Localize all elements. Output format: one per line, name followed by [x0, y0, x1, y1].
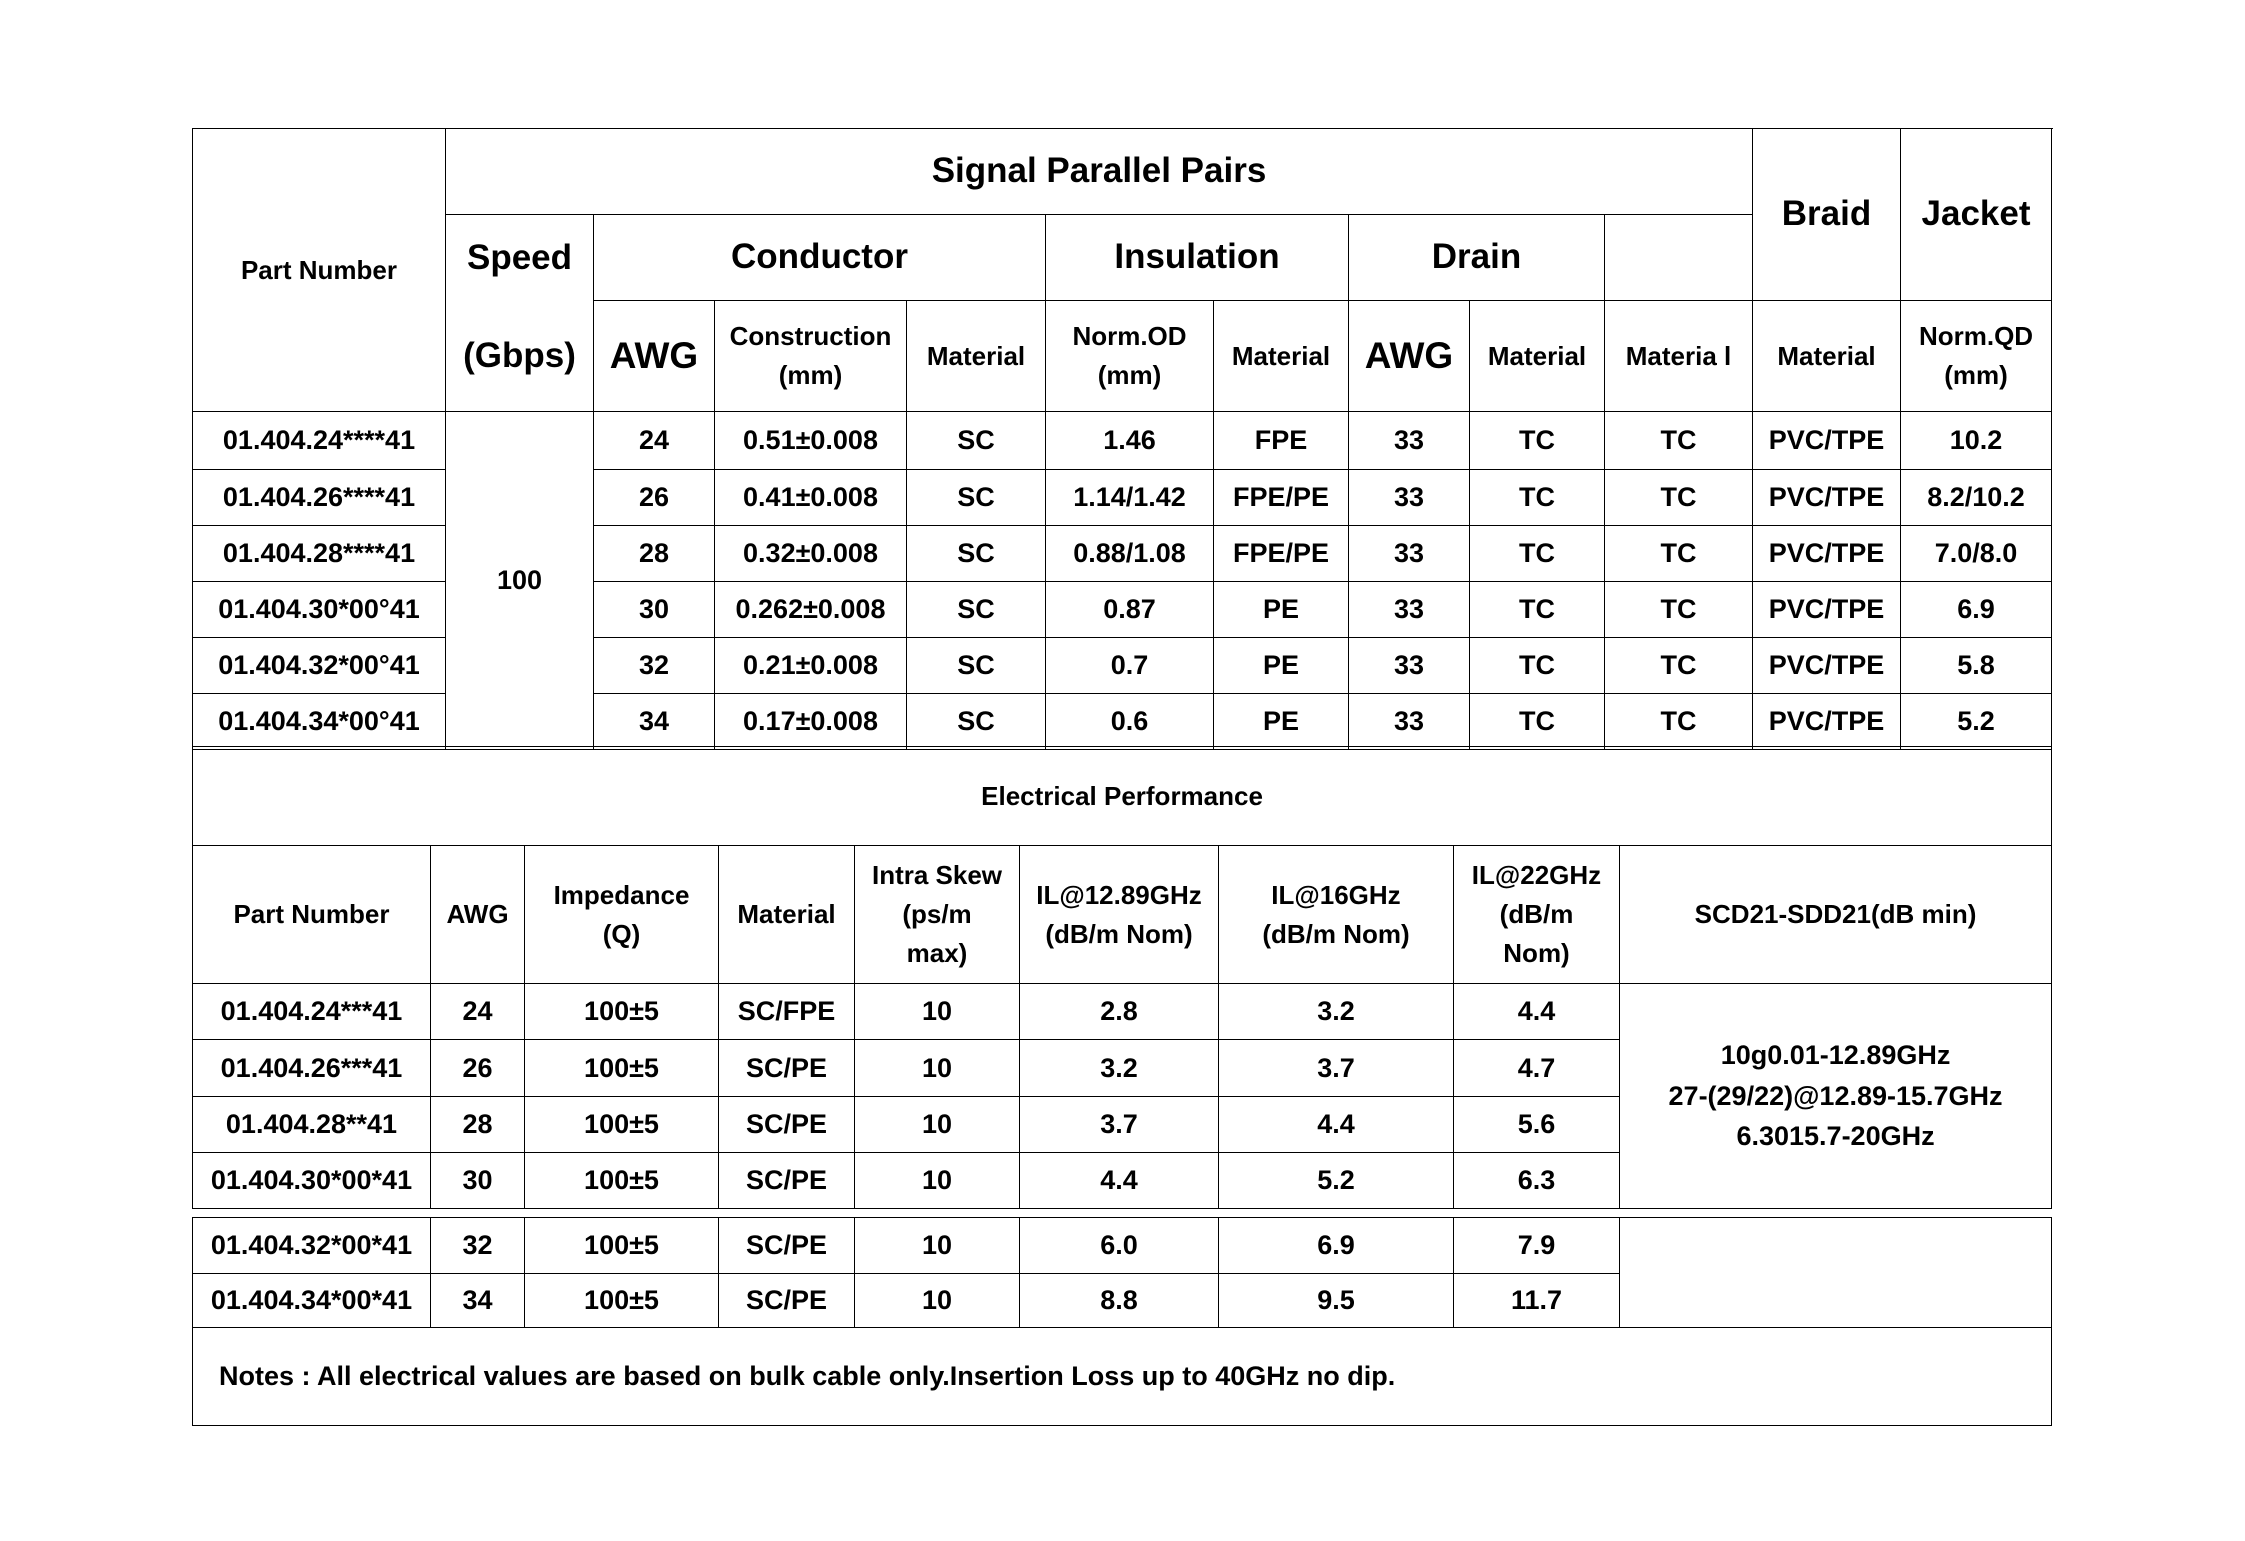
- cell-conductor-material: SC: [907, 412, 1046, 470]
- cell-jacket-material: PVC/TPE: [1753, 470, 1901, 526]
- cell-norm-od: 0.88/1.08: [1046, 526, 1214, 582]
- subheader-norm-qd-label: Norm.QD: [1918, 321, 2034, 352]
- subheader-jacket-material: Material: [1753, 301, 1901, 412]
- cell-norm-qd: 8.2/10.2: [1901, 470, 2052, 526]
- cell-intra-skew: 10: [855, 1153, 1020, 1209]
- header-part-number: Part Number: [193, 129, 446, 412]
- cell-il-22ghz: 11.7: [1454, 1274, 1620, 1328]
- header-awg: AWG: [431, 846, 525, 984]
- cell-braid-material: TC: [1605, 412, 1753, 470]
- cell-il-12-89ghz: 2.8: [1020, 984, 1219, 1040]
- cell-norm-qd: 6.9: [1901, 582, 2052, 638]
- subheader-drain-material: Material: [1470, 301, 1605, 412]
- cell-awg: 34: [594, 694, 715, 750]
- cell-norm-od: 0.87: [1046, 582, 1214, 638]
- cell-drain-awg: 33: [1349, 412, 1470, 470]
- cell-drain-material: TC: [1470, 582, 1605, 638]
- cell-drain-awg: 33: [1349, 526, 1470, 582]
- cell-norm-od: 0.7: [1046, 638, 1214, 694]
- subheader-drain-awg: AWG: [1349, 301, 1470, 412]
- scd-line: 6.3015.7-20GHz: [1736, 1121, 1935, 1152]
- header-il-16ghz-label: IL@16GHz: [1271, 879, 1401, 910]
- header-speed: [446, 215, 594, 412]
- cell-insulation-material: FPE/PE: [1214, 526, 1349, 582]
- cell-impedance: 100±5: [525, 1274, 719, 1328]
- cell-il-16ghz: 4.4: [1219, 1097, 1454, 1153]
- cell-intra-skew: 10: [855, 1040, 1020, 1097]
- header-il-12-89ghz: [1020, 846, 1219, 984]
- header-il-22ghz-label: IL@22GHz: [1471, 860, 1602, 890]
- cell-material: SC/PE: [719, 1040, 855, 1097]
- cell-insulation-material: PE: [1214, 694, 1349, 750]
- subheader-norm-qd: [1901, 301, 2052, 412]
- table-row: [193, 1218, 2052, 1274]
- electrical-performance-table-continued: [192, 1217, 2052, 1426]
- cell-part-number: 01.404.34*00°41: [193, 694, 446, 750]
- cell-jacket-material: PVC/TPE: [1753, 694, 1901, 750]
- cell-intra-skew: 10: [855, 1274, 1020, 1328]
- cell-drain-material: TC: [1470, 470, 1605, 526]
- cell-braid-material: TC: [1605, 470, 1753, 526]
- cell-part-number: 01.404.28**41: [193, 1097, 431, 1153]
- cell-awg: 30: [594, 582, 715, 638]
- header-speed-unit: (Gbps): [463, 336, 576, 375]
- cell-norm-od: 1.14/1.42: [1046, 470, 1214, 526]
- cell-il-12-89ghz: 6.0: [1020, 1218, 1219, 1274]
- header-il-22ghz-nom: Nom): [1503, 938, 1570, 968]
- header-il-16ghz-unit: (dB/m Nom): [1262, 918, 1410, 949]
- cell-construction: 0.262±0.008: [715, 582, 907, 638]
- cell-norm-od: 0.6: [1046, 694, 1214, 750]
- cell-scd21-sdd21-empty: [1620, 1218, 2052, 1328]
- cell-drain-material: TC: [1470, 412, 1605, 470]
- cell-norm-qd: 10.2: [1901, 412, 2052, 470]
- subheader-construction-label: Construction: [729, 321, 892, 352]
- header-intra-skew: [855, 846, 1020, 984]
- cell-conductor-material: SC: [907, 526, 1046, 582]
- cell-material: SC/PE: [719, 1153, 855, 1209]
- cell-material: SC/FPE: [719, 984, 855, 1040]
- cell-part-number: 01.404.30*00°41: [193, 582, 446, 638]
- cell-material: SC/PE: [719, 1097, 855, 1153]
- header-braid: Braid: [1753, 129, 1901, 301]
- cell-insulation-material: PE: [1214, 582, 1349, 638]
- cell-part-number: 01.404.26****41: [193, 470, 446, 526]
- cell-construction: 0.21±0.008: [715, 638, 907, 694]
- cell-awg: 24: [594, 412, 715, 470]
- cell-construction: 0.32±0.008: [715, 526, 907, 582]
- cell-scd21-sdd21: [1620, 984, 2052, 1209]
- cell-jacket-material: PVC/TPE: [1753, 638, 1901, 694]
- cell-impedance: 100±5: [525, 1097, 719, 1153]
- cell-il-12-89ghz: 4.4: [1020, 1153, 1219, 1209]
- subheader-norm-od: [1046, 301, 1214, 412]
- subheader-insulation-material: Material: [1214, 301, 1349, 412]
- cell-speed: 100: [446, 412, 594, 750]
- cell-braid-material: TC: [1605, 526, 1753, 582]
- cell-il-16ghz: 6.9: [1219, 1218, 1454, 1274]
- cell-il-22ghz: 4.7: [1454, 1040, 1620, 1097]
- cell-awg: 26: [594, 470, 715, 526]
- cell-il-22ghz: 4.4: [1454, 984, 1620, 1040]
- cell-construction: 0.17±0.008: [715, 694, 907, 750]
- cell-insulation-material: FPE: [1214, 412, 1349, 470]
- electrical-performance-table: [192, 746, 2052, 1209]
- cell-impedance: 100±5: [525, 1218, 719, 1274]
- subheader-construction-unit: (mm): [778, 360, 843, 391]
- cell-drain-awg: 33: [1349, 694, 1470, 750]
- cell-il-12-89ghz: 8.8: [1020, 1274, 1219, 1328]
- cell-awg: 32: [431, 1218, 525, 1274]
- cable-spec-table: [192, 128, 2052, 750]
- header-signal-parallel-pairs: Signal Parallel Pairs: [446, 129, 1753, 215]
- cell-insulation-material: PE: [1214, 638, 1349, 694]
- subheader-braid-material: Materia l: [1605, 301, 1753, 412]
- scd-line: 27-(29/22)@12.89-15.7GHz: [1668, 1080, 2003, 1111]
- cell-part-number: 01.404.24****41: [193, 412, 446, 470]
- subheader-norm-od-unit: (mm): [1097, 360, 1162, 391]
- cell-insulation-material: FPE/PE: [1214, 470, 1349, 526]
- header-impedance-label: Impedance: [553, 879, 690, 910]
- cell-braid-material: TC: [1605, 638, 1753, 694]
- cell-impedance: 100±5: [525, 1040, 719, 1097]
- cell-part-number: 01.404.32*00*41: [193, 1218, 431, 1274]
- header-drain: Drain: [1349, 215, 1605, 301]
- cell-il-22ghz: 5.6: [1454, 1097, 1620, 1153]
- header-il-22ghz-unit: (dB/m: [1499, 899, 1574, 929]
- header-il-16ghz: [1219, 846, 1454, 984]
- cell-braid-material: TC: [1605, 582, 1753, 638]
- cell-il-16ghz: 3.7: [1219, 1040, 1454, 1097]
- subheader-norm-od-label: Norm.OD: [1072, 321, 1187, 352]
- cell-il-12-89ghz: 3.2: [1020, 1040, 1219, 1097]
- cell-construction: 0.41±0.008: [715, 470, 907, 526]
- cell-part-number: 01.404.32*00°41: [193, 638, 446, 694]
- cell-awg: 28: [431, 1097, 525, 1153]
- header-conductor: Conductor: [594, 215, 1046, 301]
- header-intra-skew-max: max): [906, 938, 968, 968]
- cell-il-16ghz: 5.2: [1219, 1153, 1454, 1209]
- cell-part-number: 01.404.34*00*41: [193, 1274, 431, 1328]
- cell-impedance: 100±5: [525, 984, 719, 1040]
- header-intra-skew-unit: (ps/m: [902, 899, 972, 929]
- cell-conductor-material: SC: [907, 470, 1046, 526]
- header-impedance-unit: (Q): [602, 918, 641, 949]
- header-insulation: Insulation: [1046, 215, 1349, 301]
- cell-drain-material: TC: [1470, 638, 1605, 694]
- cell-drain-awg: 33: [1349, 638, 1470, 694]
- subheader-awg: AWG: [594, 301, 715, 412]
- table-row: [193, 412, 2052, 470]
- subheader-construction: [715, 301, 907, 412]
- cell-drain-awg: 33: [1349, 470, 1470, 526]
- cell-jacket-material: PVC/TPE: [1753, 412, 1901, 470]
- header-il-12-89ghz-label: IL@12.89GHz: [1036, 879, 1202, 910]
- cell-drain-awg: 33: [1349, 582, 1470, 638]
- cell-norm-qd: 5.8: [1901, 638, 2052, 694]
- cell-part-number: 01.404.24***41: [193, 984, 431, 1040]
- cell-il-22ghz: 6.3: [1454, 1153, 1620, 1209]
- header-speed-label: Speed: [466, 238, 573, 277]
- cell-il-22ghz: 7.9: [1454, 1218, 1620, 1274]
- cell-awg: 24: [431, 984, 525, 1040]
- cell-il-16ghz: 3.2: [1219, 984, 1454, 1040]
- cell-norm-qd: 5.2: [1901, 694, 2052, 750]
- header-scd21-sdd21: SCD21-SDD21(dB min): [1620, 846, 2052, 984]
- cell-awg: 28: [594, 526, 715, 582]
- cell-conductor-material: SC: [907, 694, 1046, 750]
- table-row: [193, 984, 2052, 1040]
- cell-awg: 26: [431, 1040, 525, 1097]
- cell-material: SC/PE: [719, 1274, 855, 1328]
- cell-jacket-material: PVC/TPE: [1753, 582, 1901, 638]
- cell-drain-material: TC: [1470, 694, 1605, 750]
- cell-part-number: 01.404.30*00*41: [193, 1153, 431, 1209]
- cell-norm-od: 1.46: [1046, 412, 1214, 470]
- cell-awg: 32: [594, 638, 715, 694]
- cell-braid-material: TC: [1605, 694, 1753, 750]
- cell-il-12-89ghz: 3.7: [1020, 1097, 1219, 1153]
- cell-awg: 30: [431, 1153, 525, 1209]
- header-il-12-89ghz-unit: (dB/m Nom): [1045, 918, 1193, 949]
- cell-impedance: 100±5: [525, 1153, 719, 1209]
- cell-il-16ghz: 9.5: [1219, 1274, 1454, 1328]
- cell-jacket-material: PVC/TPE: [1753, 526, 1901, 582]
- cell-intra-skew: 10: [855, 1218, 1020, 1274]
- cell-conductor-material: SC: [907, 638, 1046, 694]
- electrical-performance-title: Electrical Performance: [193, 747, 2052, 846]
- header-jacket: Jacket: [1901, 129, 2052, 301]
- notes-text: Notes : All electrical values are based on bulk cable only.Insertion Loss up to 40GHz no dip.: [193, 1328, 2052, 1426]
- cell-drain-material: TC: [1470, 526, 1605, 582]
- cell-material: SC/PE: [719, 1218, 855, 1274]
- subheader-norm-qd-unit: (mm): [1944, 360, 2008, 391]
- cell-conductor-material: SC: [907, 582, 1046, 638]
- cell-intra-skew: 10: [855, 1097, 1020, 1153]
- header-part-number: Part Number: [193, 846, 431, 984]
- header-impedance: [525, 846, 719, 984]
- subheader-conductor-material: Material: [907, 301, 1046, 412]
- cell-part-number: 01.404.26***41: [193, 1040, 431, 1097]
- cell-intra-skew: 10: [855, 984, 1020, 1040]
- cell-norm-qd: 7.0/8.0: [1901, 526, 2052, 582]
- header-material: Material: [719, 846, 855, 984]
- cell-construction: 0.51±0.008: [715, 412, 907, 470]
- header-intra-skew-label: Intra Skew: [871, 860, 1003, 890]
- cell-awg: 34: [431, 1274, 525, 1328]
- header-il-22ghz: [1454, 846, 1620, 984]
- cell-part-number: 01.404.28****41: [193, 526, 446, 582]
- scd-line: 10g0.01-12.89GHz: [1720, 1040, 1951, 1071]
